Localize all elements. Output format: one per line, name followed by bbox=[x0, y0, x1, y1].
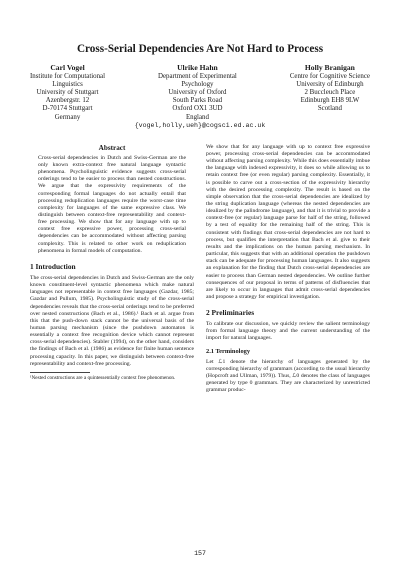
affiliation-line: Institute for Computational bbox=[30, 72, 106, 80]
introduction-paragraph: The cross-serial dependencies in Dutch and Swiss-German are the only known constituent-level syntactic phenomena which make natural languages not representable in context free languages (Gazdar, 1985; Gazdar and Pullum, 1985). Psycholinguistic study of the cross-serial dependencies reveals that the cross-serial orderings tend to be preferred over nested constructions (Bach et al., 1986).¹ Bach et al. argue from this that the push-down stack cannot be the universal basis of the human parsing mechanism (since the pushdown automaton is essentially a context free recognition device which cannot represent cross-serial dependencies). Stabler (1994), on the other hand, considers the findings of Bach et al. (1986) as evidence for finite human sentence processing capacity. In this paper, we distinguish between context-free representability and context-free processing. bbox=[30, 274, 194, 367]
author-name: Ulrike Hahn bbox=[177, 63, 218, 72]
author-emails: {vogel,holly,ueh}@cogsci.ed.ac.uk bbox=[134, 121, 266, 129]
author-name: Holly Branigan bbox=[304, 63, 355, 72]
author-block bbox=[30, 63, 370, 122]
affiliation-line: South Parks Road bbox=[172, 97, 223, 105]
affiliation-line: University of Edinburgh bbox=[296, 80, 364, 88]
footnote-rule bbox=[30, 372, 90, 373]
author-hahn bbox=[158, 63, 237, 122]
affiliation-line: Linguistics bbox=[52, 80, 83, 88]
section-heading-preliminaries: 2 Preliminaries bbox=[206, 308, 255, 318]
affiliation-line: University of Stuttgart bbox=[36, 88, 99, 96]
section-heading-introduction: 1 Introduction bbox=[30, 261, 76, 271]
left-column bbox=[30, 144, 194, 395]
affiliation-line: Scotland bbox=[317, 105, 342, 113]
affiliation-line: Centre for Cognitive Science bbox=[289, 72, 370, 80]
affiliation-line: Germany bbox=[54, 113, 81, 121]
preliminaries-paragraph: To calibrate our discussion, we quickly review the salient terminology from formal language theory and the current understanding of the import for natural languages. bbox=[206, 321, 370, 342]
author-name: Carl Vogel bbox=[50, 63, 85, 72]
affiliation-line: Psychology bbox=[181, 80, 214, 88]
affiliation-line: Department of Experimental bbox=[158, 72, 237, 80]
abstract-text: Cross-serial dependencies in Dutch and Swiss-German are the only known extra-context free natural language syntactic phenomena. Psycholinguistic evidence suggests cross-serial orderings tend to be easier to process than nested constructions. We argue that the expressivity requirements of the corresponding formal languages do not actually entail that processing reduplication languages require the worst-case time complexity for languages of the same expressive class. We distinguish between context-free representability and context-free processing. We show that for any language with up to context free expressive power, processing cross-serial dependencies can be accommodated without affecting parsing complexity. This is related to other work on reduplication phenomena in formal models of computation. bbox=[38, 154, 186, 254]
affiliation-line: D-70174 Stuttgart bbox=[42, 105, 93, 113]
affiliation-line: 2 Buccleuch Place bbox=[304, 88, 356, 96]
page-number: 157 bbox=[194, 550, 206, 557]
paper-title: Cross-Serial Dependencies Are Not Hard to Process bbox=[76, 43, 324, 55]
author-vogel bbox=[30, 63, 105, 122]
right-column bbox=[206, 144, 370, 395]
affiliation-line: England bbox=[185, 113, 209, 121]
abstract-heading: Abstract bbox=[98, 143, 126, 152]
affiliation-line: Azenbergstr. 12 bbox=[45, 97, 90, 105]
affiliation-line: Edinburgh EH8 9LW bbox=[300, 97, 360, 105]
footnote: ¹Nested constructions are a quintessentially context free phenomenon. bbox=[30, 374, 176, 381]
body-paragraph: We show that for any language with up to context free expressive power, processing cross-serial dependencies can be accommodated without affecting parsing complexity. While this does essentially imbue the language with indexed expressivity, it does so while allowing us to retain context free (or even regular) parsing complexity. Essentially, it is possible to carve out a cross-section of the expressivity hierarchy with the desired processing complexity. The result is based on the simple observation that the cross-serial dependencies are idealized by the string duplication language (whereas the nested dependencies are idealized by the palindrome language), and that it is trivial to provide a context-free (or regular) language parse for half of the string, followed by a test of equality for the remaining half of the string. This is consistent with findings that cross-serial dependencies are not hard to process, but qualifies the interpretation that Bach et al. give to their results and the implications on the human parsing mechanism. In particular, this suggests that with an additional operation the pushdown stack can be adequate for processing human languages. It also suggests an explanation for the finding that Dutch cross-serial dependencies are easier to process than German nested dependencies. We outline further consequences of our proposal in terms of patterns of disfluencies that are likely to occur in languages that admit cross-serial dependencies and propose a strategy for empirical investigation. bbox=[206, 143, 370, 300]
terminology-paragraph: Let ℒ1 denote the hierarchy of languages generated by the corresponding hierarchy of grammars (according to the usual hierarchy (Hopcroft and Ullman, 1979)). Thus, ℒ0 denotes the class of languages generated by type 0 grammars. They are characterized by unrestricted grammar produc- bbox=[206, 358, 370, 394]
author-branigan bbox=[290, 63, 370, 122]
subsection-heading-terminology: 2.1 Terminology bbox=[206, 347, 251, 355]
body-columns bbox=[30, 144, 370, 395]
affiliation-line: University of Oxford bbox=[168, 88, 227, 96]
affiliation-line: Oxford OX1 3UD bbox=[172, 105, 223, 113]
